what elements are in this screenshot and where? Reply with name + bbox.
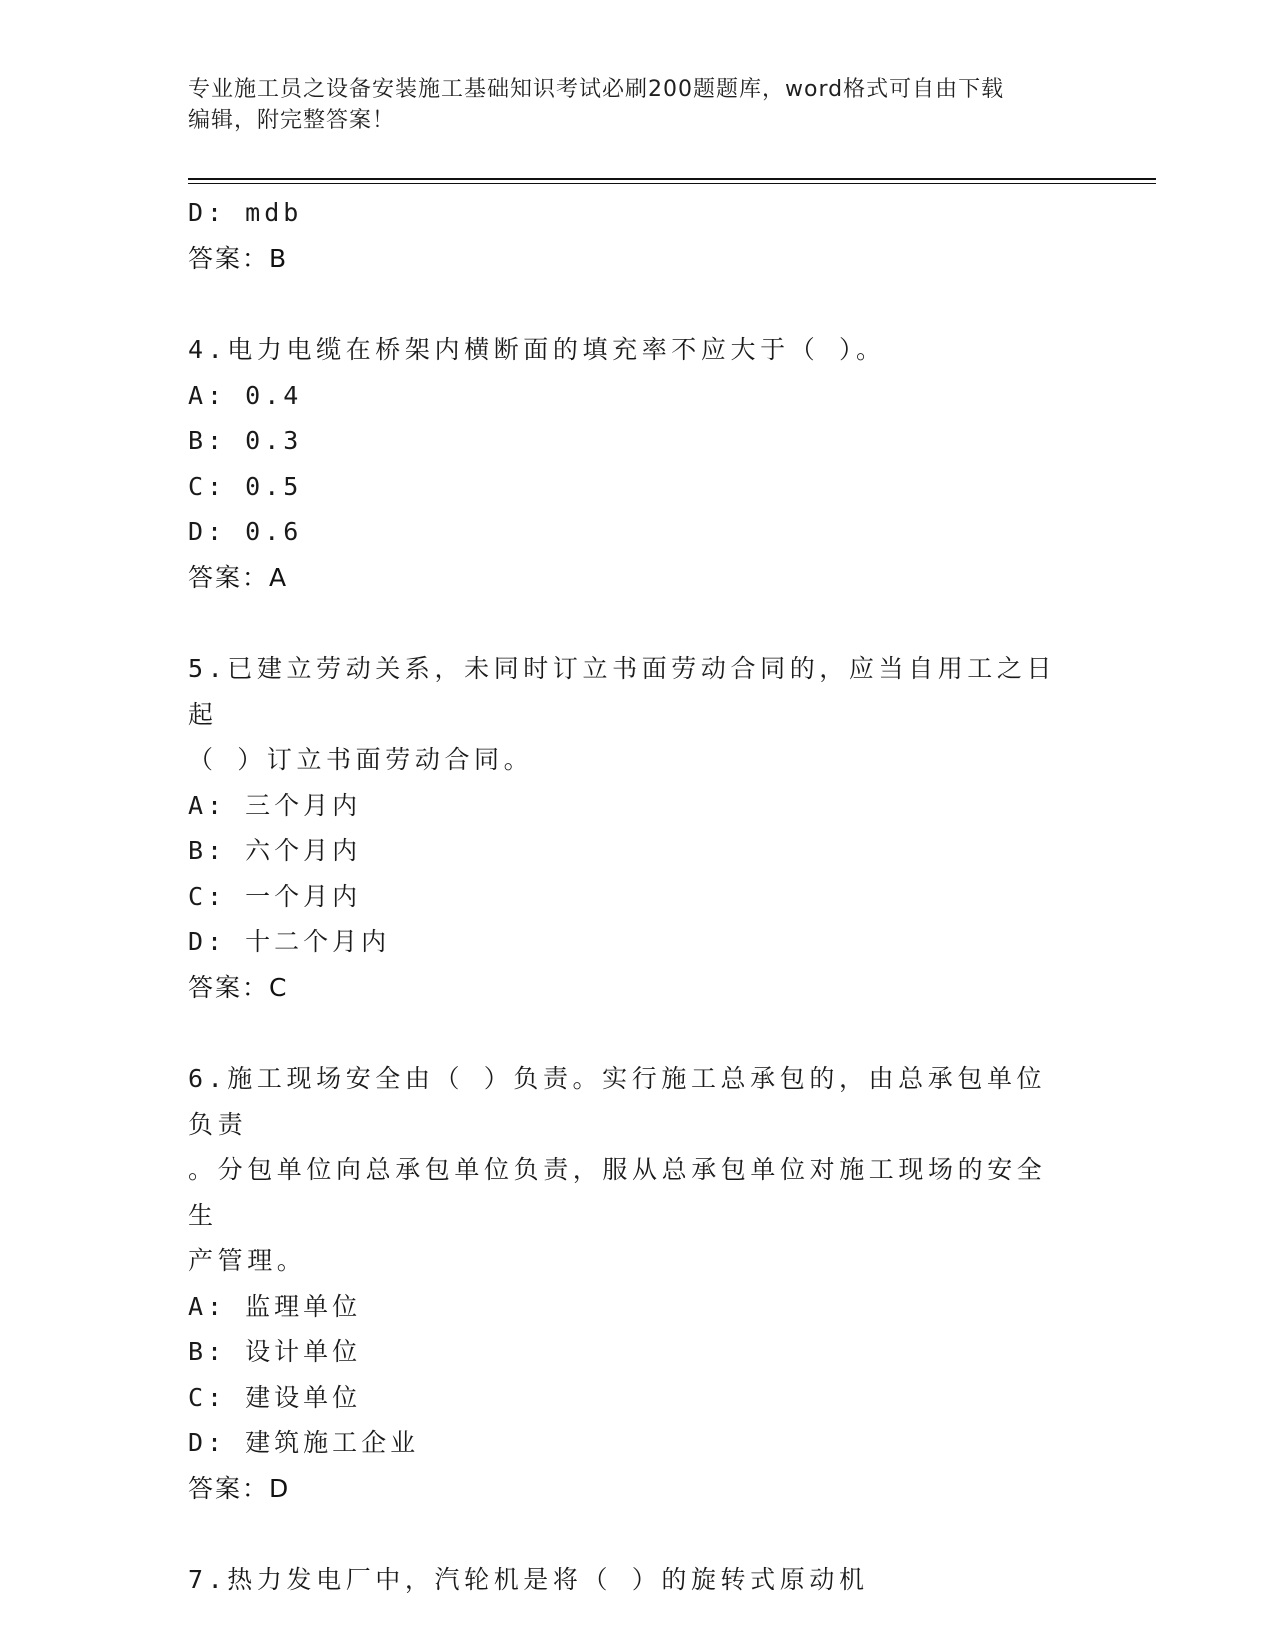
question-6 [188,1056,1088,1511]
option-a: A: 监理单位 [188,1291,362,1321]
option-c: C: 建设单位 [188,1382,362,1412]
option-d: D: mdb [188,198,303,227]
question-stem-line-2: 。分包单位向总承包单位负责，服从总承包单位对施工现场的安全生 [188,1155,1047,1230]
question-7 [188,1557,1088,1603]
option-d: D: 十二个月内 [188,927,391,956]
answer-line: 答案：D [188,1473,291,1503]
option-d: D: 建筑施工企业 [188,1428,420,1457]
question-5 [188,646,1088,1010]
question-stem: 4.电力电缆在桥架内横断面的填充率不应大于（ ）。 [188,335,886,364]
answer-line: 答案：A [188,562,289,592]
option-c: C: 一个月内 [188,881,362,911]
header-title-line-1: 专业施工员之设备安装施工基础知识考试必刷200题题库，word格式可自由下载 [188,77,1005,102]
option-c: C: 0.5 [188,471,303,501]
question-stem-line-2: （ ）订立书面劳动合同。 [188,745,534,774]
option-b: B: 0.3 [188,426,303,455]
option-a: A: 三个月内 [188,790,362,820]
option-d: D: 0.6 [188,517,303,546]
header-title-line-2: 编辑，附完整答案！ [188,108,396,133]
question-stem-line-3: 产管理。 [188,1246,307,1275]
option-b: B: 设计单位 [188,1337,362,1366]
question-stem-line-1: 6.施工现场安全由（ ）负责。实行施工总承包的，由总承包单位负责 [188,1064,1047,1139]
question-stem: 7.热力发电厂中，汽轮机是将（ ）的旋转式原动机 [188,1565,869,1594]
question-list [188,190,1088,1603]
question-4 [188,327,1088,600]
option-a: A: 0.4 [188,380,303,410]
header-divider-thick [188,178,1156,180]
option-b: B: 六个月内 [188,836,362,865]
header-divider-thin [188,183,1156,184]
answer-line: 答案：C [188,972,289,1002]
question-3-tail [188,190,1088,281]
page-header [188,74,1088,136]
answer-line: 答案：B [188,243,289,273]
question-stem-line-1: 5.已建立劳动关系，未同时订立书面劳动合同的，应当自用工之日起 [188,654,1057,729]
